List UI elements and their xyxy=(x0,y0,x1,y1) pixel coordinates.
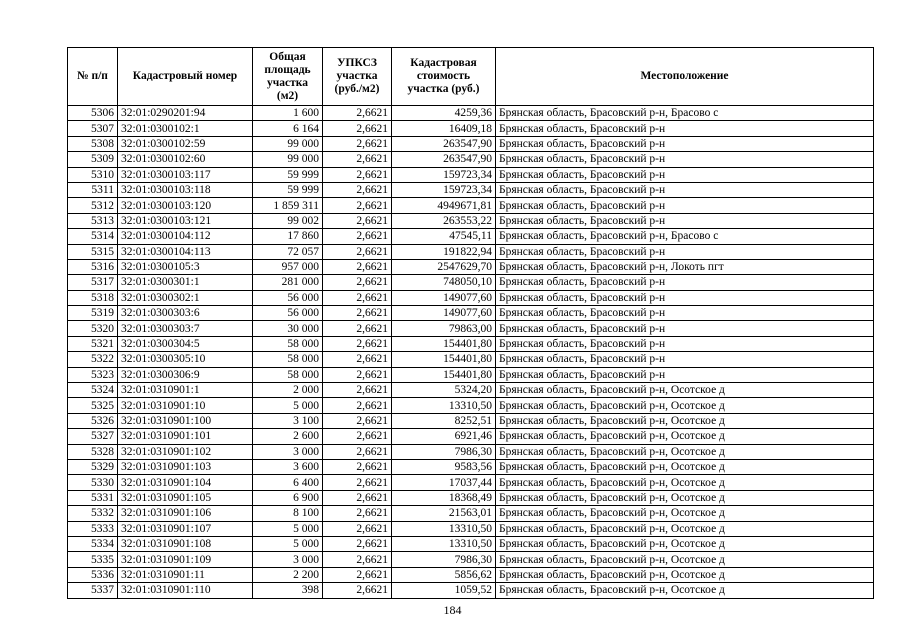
cell-area: 72 057 xyxy=(253,244,323,259)
table-row xyxy=(68,490,874,505)
cell-location: Брянская область, Брасовский р-н, Осотское д xyxy=(496,521,874,536)
cell-num: 5323 xyxy=(68,367,118,382)
cell-area: 281 000 xyxy=(253,275,323,290)
cell-upksz: 2,6621 xyxy=(323,536,392,551)
cell-num: 5327 xyxy=(68,429,118,444)
cell-cadastral-number: 32:01:0300102:60 xyxy=(118,152,253,167)
cell-cadastral-number: 32:01:0290201:94 xyxy=(118,106,253,121)
cell-location: Брянская область, Брасовский р-н xyxy=(496,336,874,351)
cell-num: 5324 xyxy=(68,383,118,398)
cell-cadastral-value: 263547,90 xyxy=(392,136,496,151)
table-header-row xyxy=(68,48,874,106)
cell-num: 5330 xyxy=(68,475,118,490)
cell-num: 5335 xyxy=(68,552,118,567)
cell-location: Брянская область, Брасовский р-н, Осотское д xyxy=(496,429,874,444)
table-row xyxy=(68,336,874,351)
cell-num: 5311 xyxy=(68,182,118,197)
cell-upksz: 2,6621 xyxy=(323,167,392,182)
cell-cadastral-number: 32:01:0310901:1 xyxy=(118,383,253,398)
cell-cadastral-value: 263553,22 xyxy=(392,213,496,228)
cell-area: 59 999 xyxy=(253,182,323,197)
header-upksz: УПКСЗ участка (руб./м2) xyxy=(323,48,392,106)
cell-cadastral-value: 7986,30 xyxy=(392,552,496,567)
cell-cadastral-number: 32:01:0300306:9 xyxy=(118,367,253,382)
cell-cadastral-value: 149077,60 xyxy=(392,290,496,305)
cell-cadastral-number: 32:01:0300103:121 xyxy=(118,213,253,228)
cell-location: Брянская область, Брасовский р-н xyxy=(496,367,874,382)
cell-cadastral-number: 32:01:0300104:113 xyxy=(118,244,253,259)
table-row xyxy=(68,182,874,197)
cell-upksz: 2,6621 xyxy=(323,444,392,459)
cell-area: 99 000 xyxy=(253,152,323,167)
cell-upksz: 2,6621 xyxy=(323,521,392,536)
cell-num: 5313 xyxy=(68,213,118,228)
cell-num: 5308 xyxy=(68,136,118,151)
cell-upksz: 2,6621 xyxy=(323,567,392,582)
cell-upksz: 2,6621 xyxy=(323,275,392,290)
cell-num: 5337 xyxy=(68,583,118,598)
cell-area: 30 000 xyxy=(253,321,323,336)
cell-location: Брянская область, Брасовский р-н xyxy=(496,213,874,228)
table-row xyxy=(68,521,874,536)
cell-location: Брянская область, Брасовский р-н, Осотское д xyxy=(496,567,874,582)
cell-cadastral-number: 32:01:0300301:1 xyxy=(118,275,253,290)
cell-num: 5333 xyxy=(68,521,118,536)
table-row xyxy=(68,306,874,321)
cell-upksz: 2,6621 xyxy=(323,259,392,274)
cell-area: 5 000 xyxy=(253,521,323,536)
cell-location: Брянская область, Брасовский р-н xyxy=(496,306,874,321)
cell-area: 1 859 311 xyxy=(253,198,323,213)
cell-cadastral-number: 32:01:0310901:107 xyxy=(118,521,253,536)
cell-location: Брянская область, Брасовский р-н xyxy=(496,182,874,197)
cell-cadastral-value: 4949671,81 xyxy=(392,198,496,213)
cell-cadastral-value: 2547629,70 xyxy=(392,259,496,274)
cell-num: 5336 xyxy=(68,567,118,582)
cell-cadastral-number: 32:01:0310901:103 xyxy=(118,459,253,474)
table-row xyxy=(68,536,874,551)
cell-location: Брянская область, Брасовский р-н, Осотское д xyxy=(496,383,874,398)
document-page xyxy=(67,47,873,599)
table-row xyxy=(68,198,874,213)
cell-num: 5310 xyxy=(68,167,118,182)
cell-upksz: 2,6621 xyxy=(323,490,392,505)
table-row xyxy=(68,552,874,567)
cell-cadastral-value: 21563,01 xyxy=(392,506,496,521)
cell-num: 5309 xyxy=(68,152,118,167)
cell-area: 58 000 xyxy=(253,336,323,351)
table-row xyxy=(68,459,874,474)
cell-cadastral-value: 7986,30 xyxy=(392,444,496,459)
cell-cadastral-value: 8252,51 xyxy=(392,413,496,428)
cell-location: Брянская область, Брасовский р-н xyxy=(496,198,874,213)
cell-location: Брянская область, Брасовский р-н, Брасово с xyxy=(496,229,874,244)
table-row xyxy=(68,583,874,598)
table-row xyxy=(68,398,874,413)
cell-location: Брянская область, Брасовский р-н xyxy=(496,121,874,136)
cell-upksz: 2,6621 xyxy=(323,106,392,121)
cell-cadastral-value: 191822,94 xyxy=(392,244,496,259)
cell-cadastral-value: 13310,50 xyxy=(392,536,496,551)
cell-area: 398 xyxy=(253,583,323,598)
cell-cadastral-value: 79863,00 xyxy=(392,321,496,336)
cell-cadastral-value: 263547,90 xyxy=(392,152,496,167)
table-row xyxy=(68,275,874,290)
cell-upksz: 2,6621 xyxy=(323,506,392,521)
cell-num: 5306 xyxy=(68,106,118,121)
cell-area: 58 000 xyxy=(253,352,323,367)
cell-area: 3 000 xyxy=(253,444,323,459)
cell-num: 5316 xyxy=(68,259,118,274)
cell-cadastral-number: 32:01:0300304:5 xyxy=(118,336,253,351)
cell-upksz: 2,6621 xyxy=(323,459,392,474)
cell-num: 5312 xyxy=(68,198,118,213)
table-row xyxy=(68,136,874,151)
cell-upksz: 2,6621 xyxy=(323,244,392,259)
cell-location: Брянская область, Брасовский р-н xyxy=(496,290,874,305)
cell-area: 99 002 xyxy=(253,213,323,228)
cell-cadastral-value: 13310,50 xyxy=(392,521,496,536)
cell-upksz: 2,6621 xyxy=(323,321,392,336)
cell-area: 8 100 xyxy=(253,506,323,521)
cell-area: 6 900 xyxy=(253,490,323,505)
table-row xyxy=(68,213,874,228)
header-area: Общая площадь участка (м2) xyxy=(253,48,323,106)
cell-area: 6 164 xyxy=(253,121,323,136)
cell-upksz: 2,6621 xyxy=(323,182,392,197)
cell-num: 5315 xyxy=(68,244,118,259)
cell-cadastral-value: 154401,80 xyxy=(392,352,496,367)
cell-area: 6 400 xyxy=(253,475,323,490)
cell-num: 5318 xyxy=(68,290,118,305)
cell-cadastral-number: 32:01:0310901:11 xyxy=(118,567,253,582)
table-row xyxy=(68,167,874,182)
cell-upksz: 2,6621 xyxy=(323,383,392,398)
cell-upksz: 2,6621 xyxy=(323,583,392,598)
cell-cadastral-value: 5324,20 xyxy=(392,383,496,398)
cell-location: Брянская область, Брасовский р-н xyxy=(496,167,874,182)
cell-cadastral-value: 5856,62 xyxy=(392,567,496,582)
cell-upksz: 2,6621 xyxy=(323,198,392,213)
cell-upksz: 2,6621 xyxy=(323,552,392,567)
header-location: Местоположение xyxy=(496,48,874,106)
cell-cadastral-number: 32:01:0300305:10 xyxy=(118,352,253,367)
cell-upksz: 2,6621 xyxy=(323,429,392,444)
cell-num: 5307 xyxy=(68,121,118,136)
cell-location: Брянская область, Брасовский р-н, Брасово с xyxy=(496,106,874,121)
cell-upksz: 2,6621 xyxy=(323,336,392,351)
cell-area: 3 000 xyxy=(253,552,323,567)
cell-upksz: 2,6621 xyxy=(323,367,392,382)
cell-cadastral-number: 32:01:0300105:3 xyxy=(118,259,253,274)
cell-location: Брянская область, Брасовский р-н, Осотское д xyxy=(496,475,874,490)
header-num: № п/п xyxy=(68,48,118,106)
table-row xyxy=(68,259,874,274)
cell-cadastral-number: 32:01:0310901:10 xyxy=(118,398,253,413)
cell-cadastral-value: 154401,80 xyxy=(392,367,496,382)
table-row xyxy=(68,121,874,136)
cell-cadastral-number: 32:01:0310901:101 xyxy=(118,429,253,444)
cell-cadastral-value: 149077,60 xyxy=(392,306,496,321)
table-body xyxy=(68,106,874,599)
cell-cadastral-value: 154401,80 xyxy=(392,336,496,351)
cell-num: 5320 xyxy=(68,321,118,336)
table-row xyxy=(68,106,874,121)
cell-cadastral-number: 32:01:0300103:118 xyxy=(118,182,253,197)
cell-area: 2 000 xyxy=(253,383,323,398)
cell-upksz: 2,6621 xyxy=(323,398,392,413)
cell-upksz: 2,6621 xyxy=(323,352,392,367)
cell-area: 3 600 xyxy=(253,459,323,474)
cell-area: 56 000 xyxy=(253,290,323,305)
cell-num: 5329 xyxy=(68,459,118,474)
cell-area: 56 000 xyxy=(253,306,323,321)
cell-location: Брянская область, Брасовский р-н, Осотское д xyxy=(496,398,874,413)
cell-location: Брянская область, Брасовский р-н, Осотское д xyxy=(496,490,874,505)
table-row xyxy=(68,229,874,244)
cell-area: 2 200 xyxy=(253,567,323,582)
table-row xyxy=(68,367,874,382)
cell-cadastral-number: 32:01:0300103:117 xyxy=(118,167,253,182)
table-row xyxy=(68,290,874,305)
cell-location: Брянская область, Брасовский р-н xyxy=(496,152,874,167)
cell-cadastral-value: 159723,34 xyxy=(392,167,496,182)
cell-area: 2 600 xyxy=(253,429,323,444)
cell-cadastral-number: 32:01:0310901:102 xyxy=(118,444,253,459)
cell-cadastral-number: 32:01:0310901:104 xyxy=(118,475,253,490)
page-number: 184 xyxy=(443,603,462,617)
cell-cadastral-value: 18368,49 xyxy=(392,490,496,505)
cell-location: Брянская область, Брасовский р-н, Осотское д xyxy=(496,536,874,551)
cell-area: 5 000 xyxy=(253,536,323,551)
cell-cadastral-value: 17037,44 xyxy=(392,475,496,490)
cell-upksz: 2,6621 xyxy=(323,229,392,244)
cell-num: 5326 xyxy=(68,413,118,428)
cell-upksz: 2,6621 xyxy=(323,213,392,228)
cell-cadastral-number: 32:01:0310901:106 xyxy=(118,506,253,521)
cell-location: Брянская область, Брасовский р-н, Осотское д xyxy=(496,459,874,474)
cell-cadastral-value: 159723,34 xyxy=(392,182,496,197)
table-row xyxy=(68,444,874,459)
cell-location: Брянская область, Брасовский р-н, Осотское д xyxy=(496,444,874,459)
cell-num: 5321 xyxy=(68,336,118,351)
cell-cadastral-value: 4259,36 xyxy=(392,106,496,121)
cell-upksz: 2,6621 xyxy=(323,136,392,151)
cell-location: Брянская область, Брасовский р-н, Осотское д xyxy=(496,583,874,598)
cell-num: 5319 xyxy=(68,306,118,321)
cell-cadastral-value: 6921,46 xyxy=(392,429,496,444)
cell-location: Брянская область, Брасовский р-н, Осотское д xyxy=(496,552,874,567)
cell-cadastral-number: 32:01:0300303:7 xyxy=(118,321,253,336)
cell-num: 5332 xyxy=(68,506,118,521)
cell-num: 5331 xyxy=(68,490,118,505)
cell-cadastral-value: 1059,52 xyxy=(392,583,496,598)
cell-upksz: 2,6621 xyxy=(323,306,392,321)
cell-area: 59 999 xyxy=(253,167,323,182)
table-row xyxy=(68,321,874,336)
cell-cadastral-value: 16409,18 xyxy=(392,121,496,136)
cell-cadastral-value: 748050,10 xyxy=(392,275,496,290)
cell-upksz: 2,6621 xyxy=(323,290,392,305)
cell-cadastral-number: 32:01:0300104:112 xyxy=(118,229,253,244)
cell-cadastral-value: 47545,11 xyxy=(392,229,496,244)
cell-cadastral-number: 32:01:0300302:1 xyxy=(118,290,253,305)
cell-cadastral-number: 32:01:0310901:105 xyxy=(118,490,253,505)
cell-location: Брянская область, Брасовский р-н xyxy=(496,321,874,336)
cell-location: Брянская область, Брасовский р-н xyxy=(496,244,874,259)
cell-num: 5317 xyxy=(68,275,118,290)
cell-cadastral-number: 32:01:0310901:109 xyxy=(118,552,253,567)
cell-num: 5328 xyxy=(68,444,118,459)
table-row xyxy=(68,506,874,521)
cell-cadastral-number: 32:01:0300303:6 xyxy=(118,306,253,321)
header-cadastral-value: Кадастровая стоимость участка (руб.) xyxy=(392,48,496,106)
cell-num: 5322 xyxy=(68,352,118,367)
cell-location: Брянская область, Брасовский р-н, Локоть пгт xyxy=(496,259,874,274)
cell-cadastral-value: 13310,50 xyxy=(392,398,496,413)
cell-area: 99 000 xyxy=(253,136,323,151)
table-row xyxy=(68,429,874,444)
cell-cadastral-number: 32:01:0300102:1 xyxy=(118,121,253,136)
cell-upksz: 2,6621 xyxy=(323,152,392,167)
cell-cadastral-number: 32:01:0310901:100 xyxy=(118,413,253,428)
cell-upksz: 2,6621 xyxy=(323,413,392,428)
cell-area: 58 000 xyxy=(253,367,323,382)
cell-area: 1 600 xyxy=(253,106,323,121)
cell-cadastral-value: 9583,56 xyxy=(392,459,496,474)
table-row xyxy=(68,152,874,167)
cell-location: Брянская область, Брасовский р-н xyxy=(496,136,874,151)
cell-location: Брянская область, Брасовский р-н xyxy=(496,275,874,290)
cell-num: 5325 xyxy=(68,398,118,413)
cell-area: 17 860 xyxy=(253,229,323,244)
table-row xyxy=(68,352,874,367)
cell-area: 5 000 xyxy=(253,398,323,413)
cell-area: 957 000 xyxy=(253,259,323,274)
cell-area: 3 100 xyxy=(253,413,323,428)
header-cadastral-number: Кадастровый номер xyxy=(118,48,253,106)
table-row xyxy=(68,567,874,582)
cell-upksz: 2,6621 xyxy=(323,121,392,136)
cell-upksz: 2,6621 xyxy=(323,475,392,490)
cell-num: 5314 xyxy=(68,229,118,244)
cell-cadastral-number: 32:01:0310901:110 xyxy=(118,583,253,598)
cell-cadastral-number: 32:01:0300103:120 xyxy=(118,198,253,213)
cadastral-table xyxy=(67,47,874,599)
cell-location: Брянская область, Брасовский р-н xyxy=(496,352,874,367)
cell-num: 5334 xyxy=(68,536,118,551)
cell-location: Брянская область, Брасовский р-н, Осотское д xyxy=(496,413,874,428)
table-row xyxy=(68,475,874,490)
table-row xyxy=(68,383,874,398)
table-row xyxy=(68,244,874,259)
cell-location: Брянская область, Брасовский р-н, Осотское д xyxy=(496,506,874,521)
cell-cadastral-number: 32:01:0310901:108 xyxy=(118,536,253,551)
cell-cadastral-number: 32:01:0300102:59 xyxy=(118,136,253,151)
table-row xyxy=(68,413,874,428)
